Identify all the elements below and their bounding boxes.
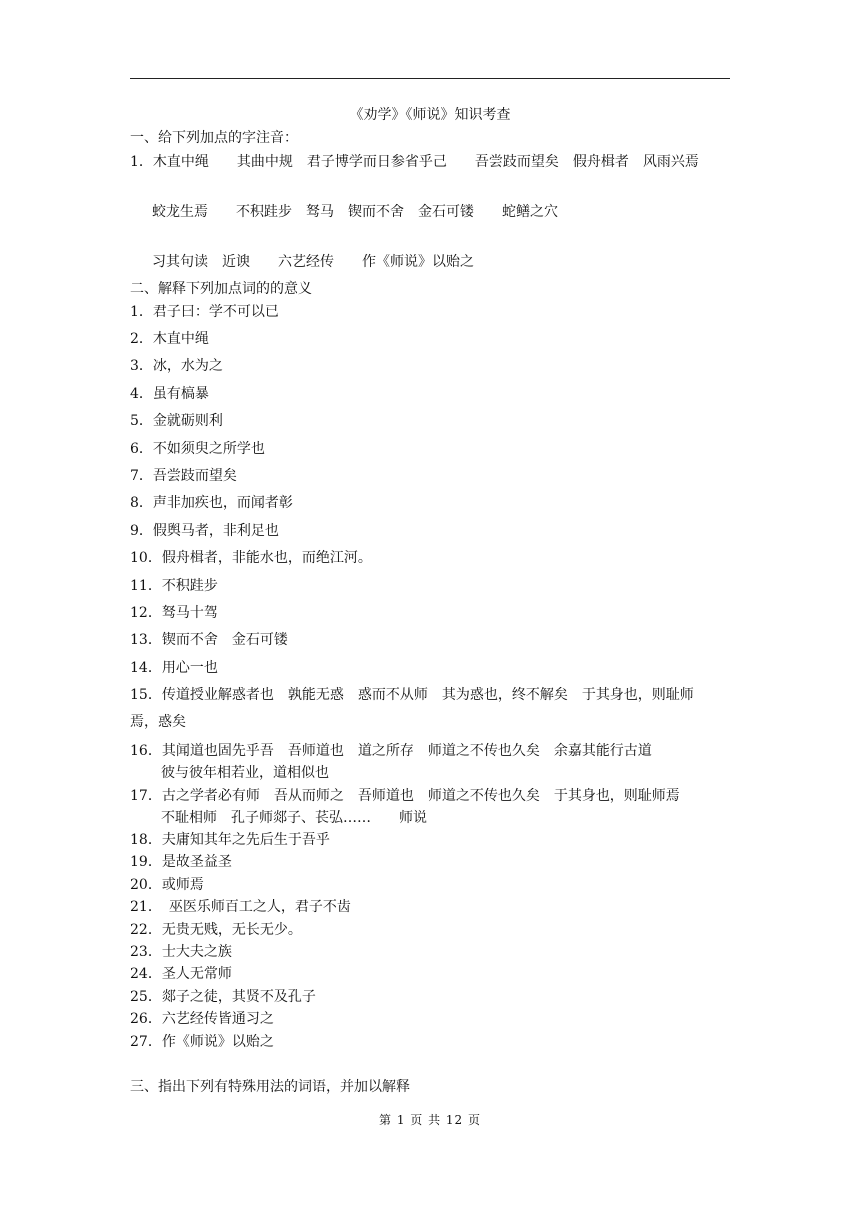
list-item: 27．作《师说》以贻之	[130, 1034, 274, 1050]
pinyin-row-1: 1．木直中绳 其曲中规 君子博学而日参省乎己 吾尝跂而望矣 假舟楫者 风雨兴焉	[130, 154, 699, 170]
list-item: 8．声非加疾也，而闻者彰	[130, 495, 293, 511]
list-item: 25．郯子之徒，其贤不及孔子	[130, 989, 316, 1005]
list-item: 26．六艺经传皆通习之	[130, 1011, 274, 1027]
list-item: 4．虽有槁暴	[130, 386, 209, 402]
list-item: 18．夫庸知其年之先后生于吾乎	[130, 832, 330, 848]
list-item: 22．无贵无贱，无长无少。	[130, 922, 302, 938]
list-item-continuation: 彼与彼年相若业，道相似也	[161, 765, 329, 781]
section-heading-2: 二、解释下列加点词的的意义	[130, 281, 312, 297]
list-item: 14．用心一也	[130, 660, 218, 676]
section-heading-1: 一、给下列加点的字注音：	[130, 130, 298, 146]
section-heading-3: 三、指出下列有特殊用法的词语，并加以解释	[130, 1079, 410, 1095]
list-item: 19．是故圣益圣	[130, 854, 232, 870]
list-item: 9．假舆马者，非利足也	[130, 523, 279, 539]
list-item: 1．君子曰：学不可以已	[130, 304, 279, 320]
header-rule	[130, 78, 730, 79]
list-item: 12．驽马十驾	[130, 605, 218, 621]
list-item: 15．传道授业解惑者也 孰能无惑 惑而不从师 其为惑也，终不解矣 于其身也，则耻师	[130, 687, 694, 703]
list-item: 3．冰，水为之	[130, 358, 223, 374]
list-item: 10．假舟楫者，非能水也，而绝江河。	[130, 550, 372, 566]
list-item-continuation: 焉，惑矣	[130, 714, 186, 730]
list-item-continuation: 不耻相师 孔子师郯子、苌弘…… 师说	[161, 810, 427, 826]
document-title: 《劝学》《师说》知识考查	[349, 107, 511, 123]
list-item: 20．或师焉	[130, 877, 204, 893]
list-item: 2．木直中绳	[130, 331, 209, 347]
list-item: 13．锲而不舍 金石可镂	[130, 632, 288, 648]
list-item: 17．古之学者必有师 吾从而师之 吾师道也 师道之不传也久矣 于其身也，则耻师焉	[130, 788, 680, 804]
list-item: 23．士大夫之族	[130, 944, 232, 960]
pinyin-row-2: 蛟龙生焉 不积跬步 驽马 锲而不舍 金石可镂 蛇鳝之穴	[152, 204, 558, 220]
list-item: 7．吾尝跂而望矣	[130, 468, 237, 484]
pinyin-row-3: 习其句读 近谀 六艺经传 作《师说》以贻之	[152, 254, 474, 270]
list-item: 6．不如须臾之所学也	[130, 441, 265, 457]
list-item: 16．其闻道也固先乎吾 吾师道也 道之所存 师道之不传也久矣 余嘉其能行古道	[130, 743, 652, 759]
list-item: 5．金就砺则利	[130, 413, 223, 429]
list-item: 21． 巫医乐师百工之人，君子不齿	[130, 899, 351, 915]
list-item: 24．圣人无常师	[130, 966, 232, 982]
list-item: 11．不积跬步	[130, 578, 218, 594]
page-footer: 第 1 页 共 12 页	[379, 1113, 481, 1127]
